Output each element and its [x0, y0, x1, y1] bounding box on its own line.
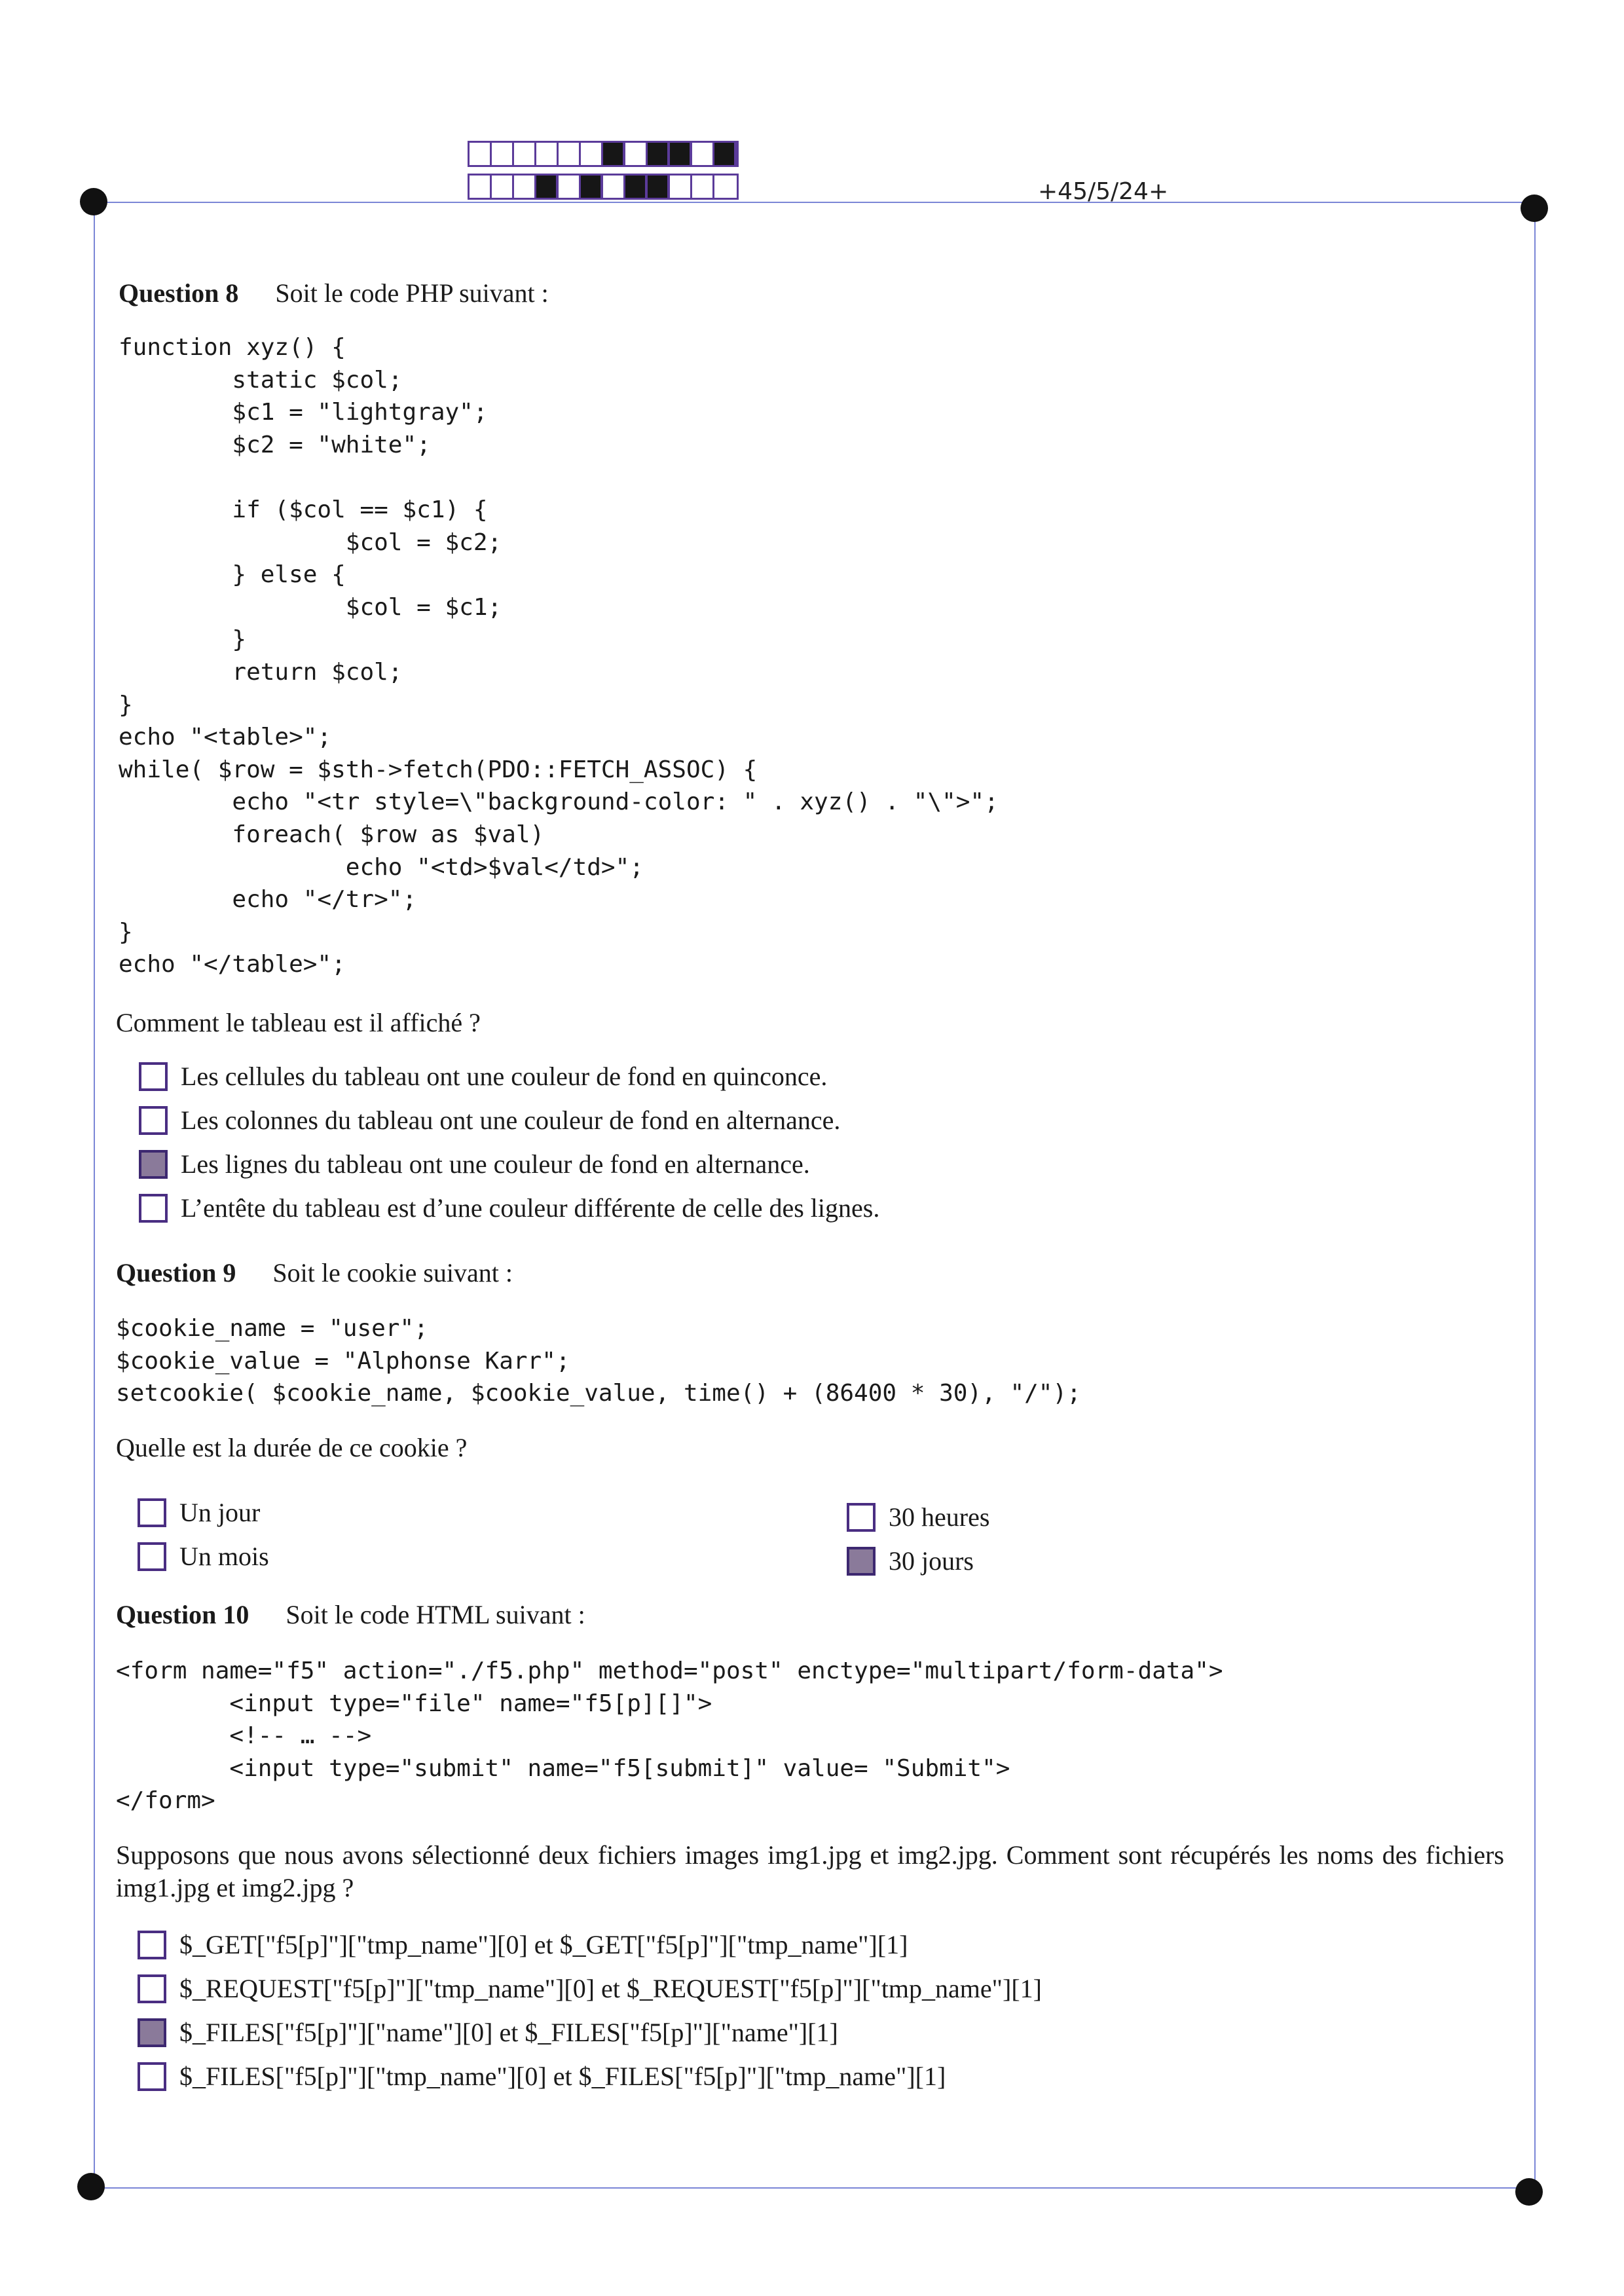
- q9-option-2-checkbox[interactable]: [138, 1542, 166, 1571]
- q10-option-2[interactable]: [138, 1973, 1042, 2004]
- q9-option-3-label: 30 heures: [889, 1502, 990, 1532]
- barcode-cell: [625, 176, 648, 198]
- q8-option-1-label: Les cellules du tableau ont une couleur de fond en quinconce.: [181, 1062, 828, 1091]
- page-identifier: +45/5/24+: [1038, 178, 1169, 205]
- q8-option-2[interactable]: [139, 1105, 840, 1136]
- barcode-cell: [648, 176, 670, 198]
- q8-option-4[interactable]: [139, 1193, 879, 1223]
- corner-marker-bottom-right: [1515, 2178, 1543, 2206]
- barcode-cell: [536, 176, 559, 198]
- question-8-question: Comment le tableau est il affiché ?: [116, 1008, 481, 1037]
- question-8-prompt: Soit le code PHP suivant :: [275, 278, 549, 308]
- question-8-label: Question 8: [119, 278, 239, 308]
- q9-option-1-label: Un jour: [179, 1498, 261, 1527]
- frame-right-line: [1534, 202, 1536, 2187]
- question-10-code: <form name="f5" action="./f5.php" method="post" enctype="multipart/form-data"> <input type="file" name="f5[p][]"> <!-- … --> <input type="submit" name="f5[submit]" value= "Submit"> </form>: [116, 1657, 1223, 1815]
- question-9-header: [116, 1257, 513, 1288]
- frame-left-line: [94, 202, 95, 2187]
- barcode-cell: [714, 176, 737, 198]
- barcode-row-top: [468, 141, 739, 167]
- barcode-row-bottom: [468, 174, 739, 200]
- corner-marker-top-left: [80, 188, 107, 215]
- q8-option-4-checkbox[interactable]: [139, 1194, 168, 1223]
- barcode-cell: [670, 143, 692, 165]
- barcode-cell: [648, 143, 670, 165]
- question-10-header: [116, 1599, 585, 1630]
- barcode-cell: [492, 143, 514, 165]
- barcode-cell: [492, 176, 514, 198]
- q9-option-2[interactable]: [138, 1541, 269, 1572]
- q10-option-3-checkbox[interactable]: [138, 2018, 166, 2047]
- question-8-code: function xyz() { static $col; $c1 = "lightgray"; $c2 = "white"; if ($col == $c1) { $col = $c2; } else { $col = $c1; } return $col; } echo "<table>"; while( $row = $sth->fetch(PDO::FETCH_ASSOC) { echo "<tr style=\"background-color: " . xyz() . "\">"; foreach( $row as $val) echo "<td>$val</td>"; echo "</tr>"; } echo "</table>";: [119, 334, 999, 978]
- frame-top-line: [94, 202, 1534, 203]
- question-10-question: Supposons que nous avons sélectionné deux fichiers images img1.jpg et img2.jpg. Comment sont récupérés les noms des fichiers img1.jpg et img2.jpg ?: [116, 1840, 1504, 1902]
- q10-option-2-label: $_REQUEST["f5[p]"]["tmp_name"][0] et $_REQUEST["f5[p]"]["tmp_name"][1]: [179, 1974, 1042, 2003]
- barcode-cell: [559, 143, 581, 165]
- q10-option-1-checkbox[interactable]: [138, 1931, 166, 1959]
- barcode-cell: [670, 176, 692, 198]
- barcode-cell: [603, 176, 625, 198]
- q10-option-4-checkbox[interactable]: [138, 2062, 166, 2091]
- q9-option-1[interactable]: [138, 1497, 260, 1528]
- barcode-cell: [692, 143, 714, 165]
- question-8-header: [119, 278, 549, 308]
- barcode-cell: [603, 143, 625, 165]
- q10-option-1-label: $_GET["f5[p]"]["tmp_name"][0] et $_GET["f5[p]"]["tmp_name"][1]: [179, 1930, 908, 1959]
- q9-option-3[interactable]: [847, 1502, 989, 1532]
- q8-option-2-label: Les colonnes du tableau ont une couleur de fond en alternance.: [181, 1105, 841, 1135]
- barcode-cell: [714, 143, 737, 165]
- barcode-cell: [581, 176, 603, 198]
- q10-option-4-label: $_FILES["f5[p]"]["tmp_name"][0] et $_FILES["f5[p]"]["tmp_name"][1]: [179, 2062, 946, 2091]
- q9-option-3-checkbox[interactable]: [847, 1503, 876, 1532]
- question-10-label: Question 10: [116, 1600, 249, 1629]
- barcode-cell: [470, 176, 492, 198]
- corner-marker-bottom-left: [77, 2173, 105, 2200]
- q8-option-4-label: L’entête du tableau est d’une couleur différente de celle des lignes.: [181, 1193, 880, 1223]
- q9-option-2-label: Un mois: [179, 1542, 269, 1571]
- question-9-prompt: Soit le cookie suivant :: [272, 1258, 513, 1287]
- frame-bottom-line: [94, 2187, 1534, 2189]
- q9-option-4-label: 30 jours: [889, 1546, 974, 1576]
- barcode-cell: [581, 143, 603, 165]
- q10-option-3[interactable]: [138, 2017, 838, 2048]
- q10-option-1[interactable]: [138, 1929, 908, 1960]
- q8-option-2-checkbox[interactable]: [139, 1106, 168, 1135]
- barcode-cell: [514, 143, 536, 165]
- q8-option-3[interactable]: [139, 1149, 810, 1179]
- q8-option-1[interactable]: [139, 1061, 827, 1092]
- q9-option-4-checkbox[interactable]: [847, 1547, 876, 1576]
- question-9-label: Question 9: [116, 1258, 236, 1287]
- q8-option-3-checkbox[interactable]: [139, 1150, 168, 1179]
- barcode-cell: [514, 176, 536, 198]
- barcode-cell: [692, 176, 714, 198]
- barcode-cell: [536, 143, 559, 165]
- barcode-cell: [470, 143, 492, 165]
- barcode-cell: [625, 143, 648, 165]
- barcode-cell: [559, 176, 581, 198]
- q8-option-3-label: Les lignes du tableau ont une couleur de fond en alternance.: [181, 1149, 810, 1179]
- q10-option-4[interactable]: [138, 2061, 946, 2092]
- q9-option-4[interactable]: [847, 1546, 974, 1576]
- corner-marker-top-right: [1521, 194, 1548, 222]
- question-9-code: $cookie_name = "user"; $cookie_value = "Alphonse Karr"; setcookie( $cookie_name, $cookie_value, time() + (86400 * 30), "/");: [116, 1315, 1081, 1407]
- q10-option-3-label: $_FILES["f5[p]"]["name"][0] et $_FILES["f5[p]"]["name"][1]: [179, 2018, 838, 2047]
- q8-option-1-checkbox[interactable]: [139, 1062, 168, 1091]
- q9-option-1-checkbox[interactable]: [138, 1498, 166, 1527]
- question-9-question: Quelle est la durée de ce cookie ?: [116, 1433, 468, 1462]
- q10-option-2-checkbox[interactable]: [138, 1974, 166, 2003]
- question-10-prompt: Soit le code HTML suivant :: [286, 1600, 585, 1629]
